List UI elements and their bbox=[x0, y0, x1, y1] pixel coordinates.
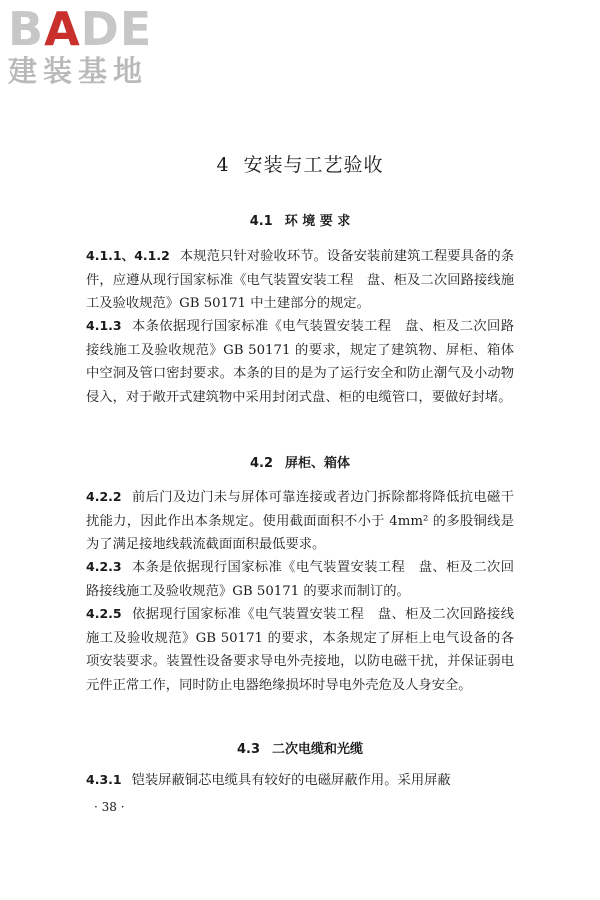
logo-subtitle: 建装基地 bbox=[8, 54, 149, 88]
clause-number: 4.2.2 bbox=[86, 489, 122, 504]
chapter-title bbox=[0, 150, 600, 177]
clause-number: 4.1.3 bbox=[86, 318, 122, 333]
publisher-logo bbox=[8, 2, 178, 88]
paragraph-4-1-1 bbox=[86, 244, 514, 316]
paragraph-text: 依据现行国家标准《电气装置安装工程 盘、柜及二次回路接线施工及验收规范》GB 50171 的要求，本条规定了屏柜上电气设备的各项安装要求。装置性设备要求导电外壳接地，以防电磁干扰，并保证弱电元件正常工作，同时防止电器绝缘损坏时导电外壳危及人身安全。 bbox=[86, 607, 514, 693]
paragraph-text: 本条是依据现行国家标准《电气装置安装工程 盘、柜及二次回路接线施工及验收规范》GB 50171 的要求而制订的。 bbox=[86, 560, 514, 599]
paragraph-text: 铠装屏蔽铜芯电缆具有较好的电磁屏蔽作用。采用屏蔽 bbox=[131, 773, 451, 788]
section-title-4-1: 4.1 环 境 要 求 bbox=[249, 214, 351, 229]
section-title-4-2: 4.2 屏柜、箱体 bbox=[249, 456, 351, 471]
clause-number: 4.3.1 bbox=[86, 772, 122, 787]
paragraph-4-1-3 bbox=[86, 314, 514, 409]
paragraph-4-2-5 bbox=[86, 602, 514, 697]
paragraph-4-2-3 bbox=[86, 555, 514, 603]
logo-wordmark: BADE bbox=[8, 2, 153, 56]
chapter-title-text: 安装与工艺验收 bbox=[243, 154, 384, 176]
paragraph-4-3-1 bbox=[86, 768, 514, 793]
section-title-4-3: 4.3 二次电缆和光缆 bbox=[236, 742, 364, 757]
paragraph-4-2-2 bbox=[86, 485, 514, 557]
clause-number: 4.2.3 bbox=[86, 559, 122, 574]
chapter-number: 4 bbox=[216, 154, 230, 176]
paragraph-text: 前后门及边门未与屏体可靠连接或者边门拆除都将降低抗电磁干扰能力，因此作出本条规定。使用截面面积不小于 4mm² 的多股铜线是为了满足接地线载流截面面积最低要求。 bbox=[86, 490, 514, 552]
clause-number: 4.2.5 bbox=[86, 606, 122, 621]
paragraph-text: 本条依据现行国家标准《电气装置安装工程 盘、柜及二次回路接线施工及验收规范》GB 50171 的要求，规定了建筑物、屏柜、箱体中空洞及管口密封要求。本条的目的是为了运行安全和防止潮气及小动物侵入，对于敞开式建筑物中采用封闭式盘、柜的电缆管口，要做好封堵。 bbox=[86, 319, 514, 405]
paragraph-text: 本规范只针对验收环节。设备安装前建筑工程要具备的条件，应遵从现行国家标准《电气装置安装工程 盘、柜及二次回路接线施工及验收规范》GB 50171 中土建部分的规定。 bbox=[86, 249, 514, 311]
page-number: · 38 · bbox=[94, 800, 125, 814]
clause-number: 4.1.1、4.1.2 bbox=[86, 248, 170, 263]
